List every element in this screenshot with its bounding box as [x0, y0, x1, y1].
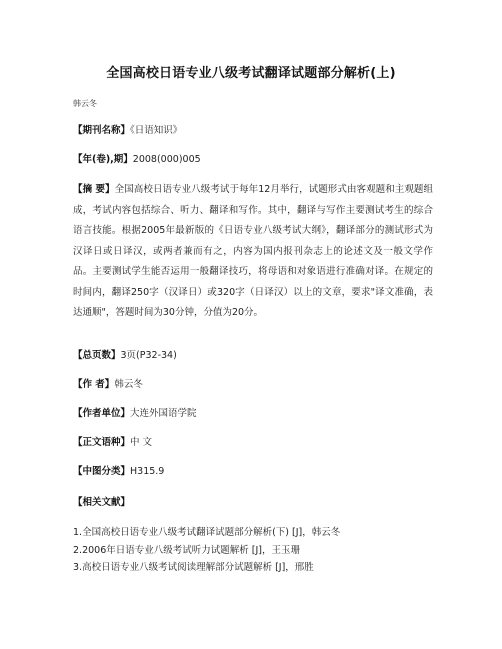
related-item[interactable]: 2.2006年日语专业八级考试听力试题解析 [J]，王玉珊 [73, 544, 300, 556]
affiliation-field [73, 404, 433, 425]
journal-label: 【期刊名称】 [73, 125, 131, 136]
language-label: 【正文语种】 [73, 437, 131, 448]
author-field [73, 375, 433, 396]
issue-label: 【年(卷),期】 [73, 154, 133, 165]
issue-value: 2008(000)005 [132, 154, 201, 165]
issue-field [73, 150, 433, 171]
author-byline: 韩云冬 [73, 99, 97, 108]
journal-value: 《日语知识》 [130, 125, 183, 136]
abstract-text: 全国高校日语专业八级考试于每年12月举行，试题形式由客观题和主观题组成，考试内容包括综合、听力、翻译和写作。其中，翻译与写作主要测试考生的综合语言技能。根据2005年最新版的《日语专业八级考试大纲》，翻译部分的测试形式为汉译日或日译汉，或两者兼而有之，内容为国内报刊杂志上的论述文及一般文学作品。主要测试学生能否运用一般翻译技巧，将母语和对象语进行准确对译。在规定的时间内，翻译250字（汉译日）或320字（日译汉）以上的文章，要求"译文准确，表达通顺"，答题时间为30分钟，分值为20分。 [73, 184, 434, 318]
related-item[interactable]: 3.高校日语专业八级考试阅读理解部分试题解析 [J]，邢胜 [73, 562, 314, 573]
pages-label: 【总页数】 [73, 350, 121, 361]
classification-value: H315.9 [130, 466, 165, 477]
journal-field [73, 121, 433, 142]
author-value: 韩云冬 [114, 379, 143, 390]
pages-value: 3页(P32-34) [120, 350, 177, 361]
abstract-field [73, 180, 433, 324]
author-label: 【作 者】 [73, 379, 115, 390]
classification-field [73, 462, 433, 483]
pages-field [73, 346, 433, 367]
language-value: 中 文 [130, 437, 153, 448]
document-title: 全国高校日语专业八级考试翻译试题部分解析(上) [106, 66, 396, 81]
affiliation-label: 【作者单位】 [73, 408, 131, 419]
affiliation-value: 大连外国语学院 [130, 408, 197, 419]
abstract-label: 【摘 要】 [73, 184, 115, 195]
related-literature-list [73, 524, 443, 577]
related-item[interactable]: 1.全国高校日语专业八级考试翻译试题部分解析(下) [J]，韩云冬 [73, 527, 341, 538]
related-literature-heading: 【相关文献】 [73, 497, 131, 508]
classification-label: 【中图分类】 [73, 466, 131, 477]
language-field [73, 433, 433, 454]
